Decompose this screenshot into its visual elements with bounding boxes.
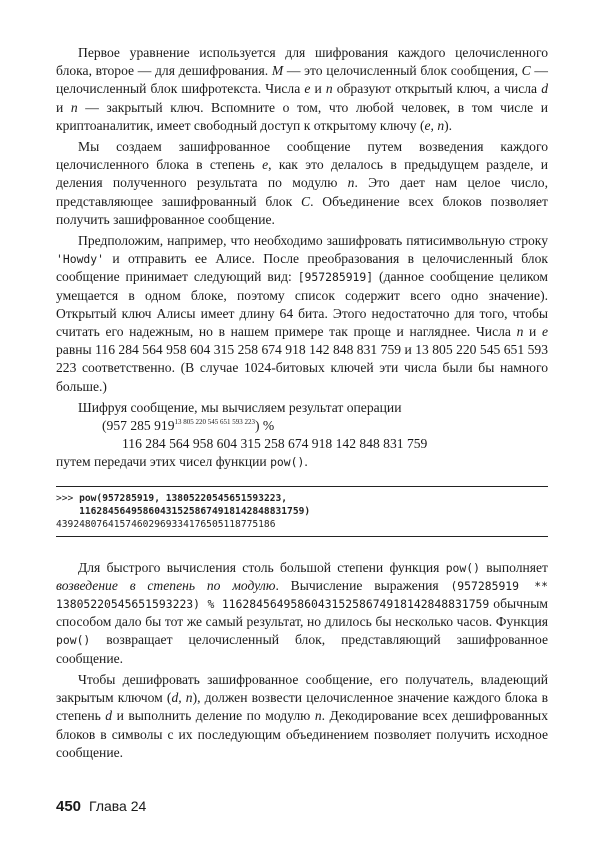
code-listing: >>> pow(957285919, 13805220545651593223, 116284564958604315258674918142848831759) 43924807641574602969334176505118775186 — [56, 486, 548, 537]
formula-line-1: (957 285 $919^{13 805 220 545 651 593 223}$) % — [102, 418, 275, 434]
page-footer — [56, 798, 146, 815]
formula-exponent: 13 805 220 545 651 593 223 — [174, 418, 255, 427]
page-number: 450 — [56, 798, 82, 815]
paragraph-2: Мы создаем зашифрованное сообщение путем возведения каждого целочисленного блока в степень e, как это делалось в предыдущем разделе, и деления полученного результата по модулю n. Это дает нам целое число, представляющее зашифрованный блок C. Объединение всех блоков позволяет получить зашифрованное сообщение. — [56, 139, 548, 227]
paragraph-5: путем передачи этих чисел функции pow(). — [56, 454, 308, 470]
formula — [56, 417, 548, 453]
content — [56, 44, 548, 762]
paragraph-4: Шифруя сообщение, мы вычисляем результат операции — [78, 399, 402, 415]
paragraph-3: Предположим, например, что необходимо зашифровать пятисимвольную строку 'Howdy' и отправить ее Алисе. После преобразования в целочисленный блок сообщение принимает следующий вид: [957285919] (данное сообщение целиком умещается в одном блоке, поэтому список содержит всего одно значение). Открытый ключ Алисы имеет длину 64 бита. Этого недостаточно для того, чтобы считать его надежным, но в нашем примере так проще и нагляднее. Числа n и e равны 116 284 564 958 604 315 258 674 918 142 848 831 759 и 13 805 220 545 651 593 223 соответственно. (В случае 1024-битовых ключей эти числа были бы намного больше.) — [56, 233, 548, 394]
chapter-label: Глава 24 — [89, 798, 147, 814]
paragraph-7: Чтобы дешифровать зашифрованное сообщение, его получатель, владеющий закрытым ключом (d, n), должен возвести целочисленное значение каждого блока в степень d и выполнить деление по модулю n. Декодирование всех дешифрованных блоков в символы с их последующим объединением позволяет получить исходное сообщение. — [56, 671, 549, 760]
paragraph-1: Первое уравнение используется для шифрования каждого целочисленного блока, второе — для дешифрования. M — это целочисленный блок сообщения, C — целочисленный блок шифротекста. Числа e и n образуют открытый ключ, а числа d и n — закрытый ключ. Вспомните о том, что любой человек, в том числе и криптоаналитик, имеет свободный доступ к открытому ключу (e, n). — [56, 45, 548, 133]
paragraph-6: Для быстрого вычисления столь большой степени функция pow() выполняет возведение в степень по модулю. Вычисление выражения (957285919 ** 13805220545651593223) % 116284564958604315258674918142848831759 обычным способом дало бы тот же самый результат, но длилось бы несколько часов. Функция pow() возвращает целочисленный блок, представляющий зашифрованное сообщение. — [56, 559, 548, 666]
formula-line-2: 116 284 564 958 604 315 258 674 918 142 848 831 759 — [122, 436, 428, 452]
